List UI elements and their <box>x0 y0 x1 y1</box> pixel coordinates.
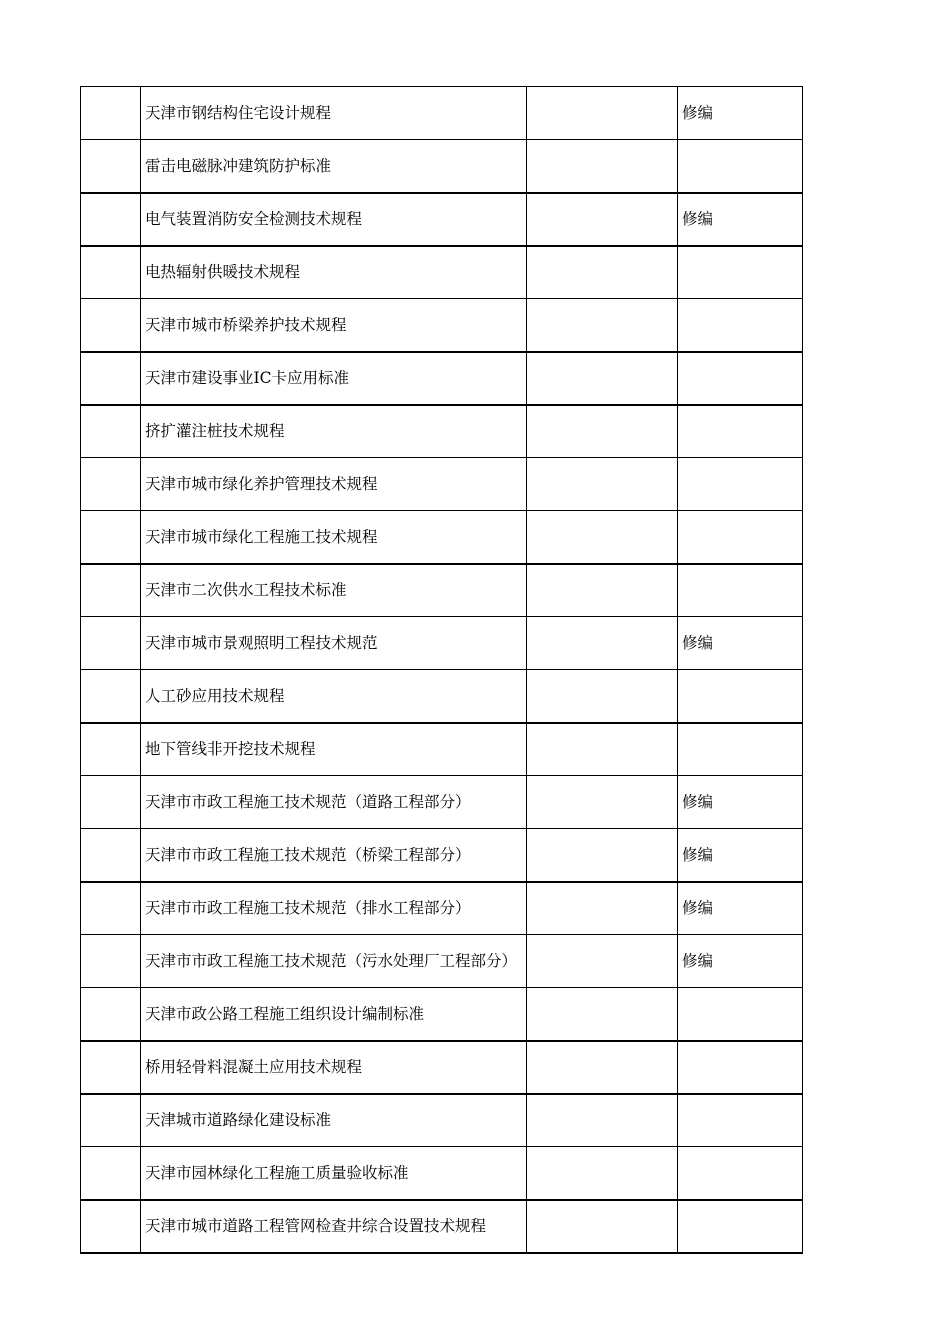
blank-cell <box>527 1200 678 1253</box>
standard-name-cell: 天津市市政工程施工技术规范（桥梁工程部分） <box>141 829 527 882</box>
table-row <box>81 87 803 140</box>
remark-cell <box>678 299 803 352</box>
standard-name-cell: 天津市城市桥梁养护技术规程 <box>141 299 527 352</box>
index-cell <box>81 617 141 670</box>
remark-cell <box>678 458 803 511</box>
blank-cell <box>527 1147 678 1200</box>
table-row <box>81 935 803 988</box>
index-cell <box>81 1147 141 1200</box>
blank-cell <box>527 776 678 829</box>
blank-cell <box>527 193 678 246</box>
blank-cell <box>527 246 678 299</box>
standard-name-cell: 天津市二次供水工程技术标准 <box>141 564 527 617</box>
table-row <box>81 1094 803 1147</box>
index-cell <box>81 405 141 458</box>
remark-cell <box>678 670 803 723</box>
remark-cell <box>678 723 803 776</box>
index-cell <box>81 193 141 246</box>
blank-cell <box>527 87 678 140</box>
index-cell <box>81 87 141 140</box>
standard-name-cell: 电气装置消防安全检测技术规程 <box>141 193 527 246</box>
blank-cell <box>527 511 678 564</box>
index-cell <box>81 352 141 405</box>
standard-name-cell: 电热辐射供暖技术规程 <box>141 246 527 299</box>
table-row <box>81 140 803 193</box>
table-row <box>81 193 803 246</box>
blank-cell <box>527 564 678 617</box>
table-row <box>81 246 803 299</box>
table-row <box>81 829 803 882</box>
remark-cell <box>678 1041 803 1094</box>
standard-name-cell: 天津市市政工程施工技术规范（污水处理厂工程部分） <box>141 935 527 988</box>
standard-name-cell: 天津市城市道路工程管网检查井综合设置技术规程 <box>141 1200 527 1253</box>
index-cell <box>81 670 141 723</box>
blank-cell <box>527 935 678 988</box>
remark-cell: 修编 <box>678 193 803 246</box>
remark-cell: 修编 <box>678 882 803 935</box>
blank-cell <box>527 299 678 352</box>
standard-name-cell: 天津市市政工程施工技术规范（道路工程部分） <box>141 776 527 829</box>
remark-cell: 修编 <box>678 87 803 140</box>
blank-cell <box>527 723 678 776</box>
index-cell <box>81 458 141 511</box>
standard-name-cell: 天津市城市绿化工程施工技术规程 <box>141 511 527 564</box>
table-row <box>81 564 803 617</box>
blank-cell <box>527 882 678 935</box>
index-cell <box>81 882 141 935</box>
remark-cell: 修编 <box>678 776 803 829</box>
remark-cell: 修编 <box>678 935 803 988</box>
blank-cell <box>527 1094 678 1147</box>
remark-cell <box>678 246 803 299</box>
blank-cell <box>527 405 678 458</box>
remark-cell <box>678 1094 803 1147</box>
blank-cell <box>527 458 678 511</box>
table-row <box>81 1041 803 1094</box>
index-cell <box>81 829 141 882</box>
blank-cell <box>527 352 678 405</box>
standards-table <box>80 86 803 1254</box>
standard-name-cell: 天津城市道路绿化建设标准 <box>141 1094 527 1147</box>
remark-cell <box>678 405 803 458</box>
blank-cell <box>527 670 678 723</box>
standard-name-cell: 天津市城市景观照明工程技术规范 <box>141 617 527 670</box>
index-cell <box>81 564 141 617</box>
standard-name-cell: 人工砂应用技术规程 <box>141 670 527 723</box>
table-row <box>81 1200 803 1253</box>
index-cell <box>81 723 141 776</box>
table-row <box>81 617 803 670</box>
index-cell <box>81 246 141 299</box>
table-row <box>81 299 803 352</box>
table-row <box>81 882 803 935</box>
blank-cell <box>527 140 678 193</box>
remark-cell <box>678 511 803 564</box>
index-cell <box>81 140 141 193</box>
standard-name-cell: 桥用轻骨料混凝土应用技术规程 <box>141 1041 527 1094</box>
table-row <box>81 1147 803 1200</box>
standard-name-cell: 地下管线非开挖技术规程 <box>141 723 527 776</box>
table-row <box>81 511 803 564</box>
remark-cell <box>678 564 803 617</box>
standard-name-cell: 挤扩灌注桩技术规程 <box>141 405 527 458</box>
standard-name-cell: 天津市园林绿化工程施工质量验收标准 <box>141 1147 527 1200</box>
standard-name-cell: 天津市市政工程施工技术规范（排水工程部分） <box>141 882 527 935</box>
remark-cell <box>678 140 803 193</box>
index-cell <box>81 1094 141 1147</box>
standard-name-cell: 雷击电磁脉冲建筑防护标准 <box>141 140 527 193</box>
index-cell <box>81 935 141 988</box>
remark-cell <box>678 1200 803 1253</box>
table-row <box>81 670 803 723</box>
index-cell <box>81 1041 141 1094</box>
standard-name-cell: 天津市钢结构住宅设计规程 <box>141 87 527 140</box>
standards-table-body <box>81 87 803 1253</box>
standard-name-cell: 天津市政公路工程施工组织设计编制标准 <box>141 988 527 1041</box>
index-cell <box>81 988 141 1041</box>
blank-cell <box>527 617 678 670</box>
index-cell <box>81 1200 141 1253</box>
index-cell <box>81 511 141 564</box>
index-cell <box>81 776 141 829</box>
remark-cell <box>678 352 803 405</box>
table-row <box>81 988 803 1041</box>
remark-cell <box>678 1147 803 1200</box>
remark-cell <box>678 988 803 1041</box>
blank-cell <box>527 829 678 882</box>
table-row <box>81 405 803 458</box>
table-row <box>81 458 803 511</box>
table-row <box>81 776 803 829</box>
standard-name-cell: 天津市建设事业IC卡应用标准 <box>141 352 527 405</box>
index-cell <box>81 299 141 352</box>
remark-cell: 修编 <box>678 829 803 882</box>
blank-cell <box>527 1041 678 1094</box>
standard-name-cell: 天津市城市绿化养护管理技术规程 <box>141 458 527 511</box>
blank-cell <box>527 988 678 1041</box>
table-row <box>81 352 803 405</box>
remark-cell: 修编 <box>678 617 803 670</box>
table-row <box>81 723 803 776</box>
